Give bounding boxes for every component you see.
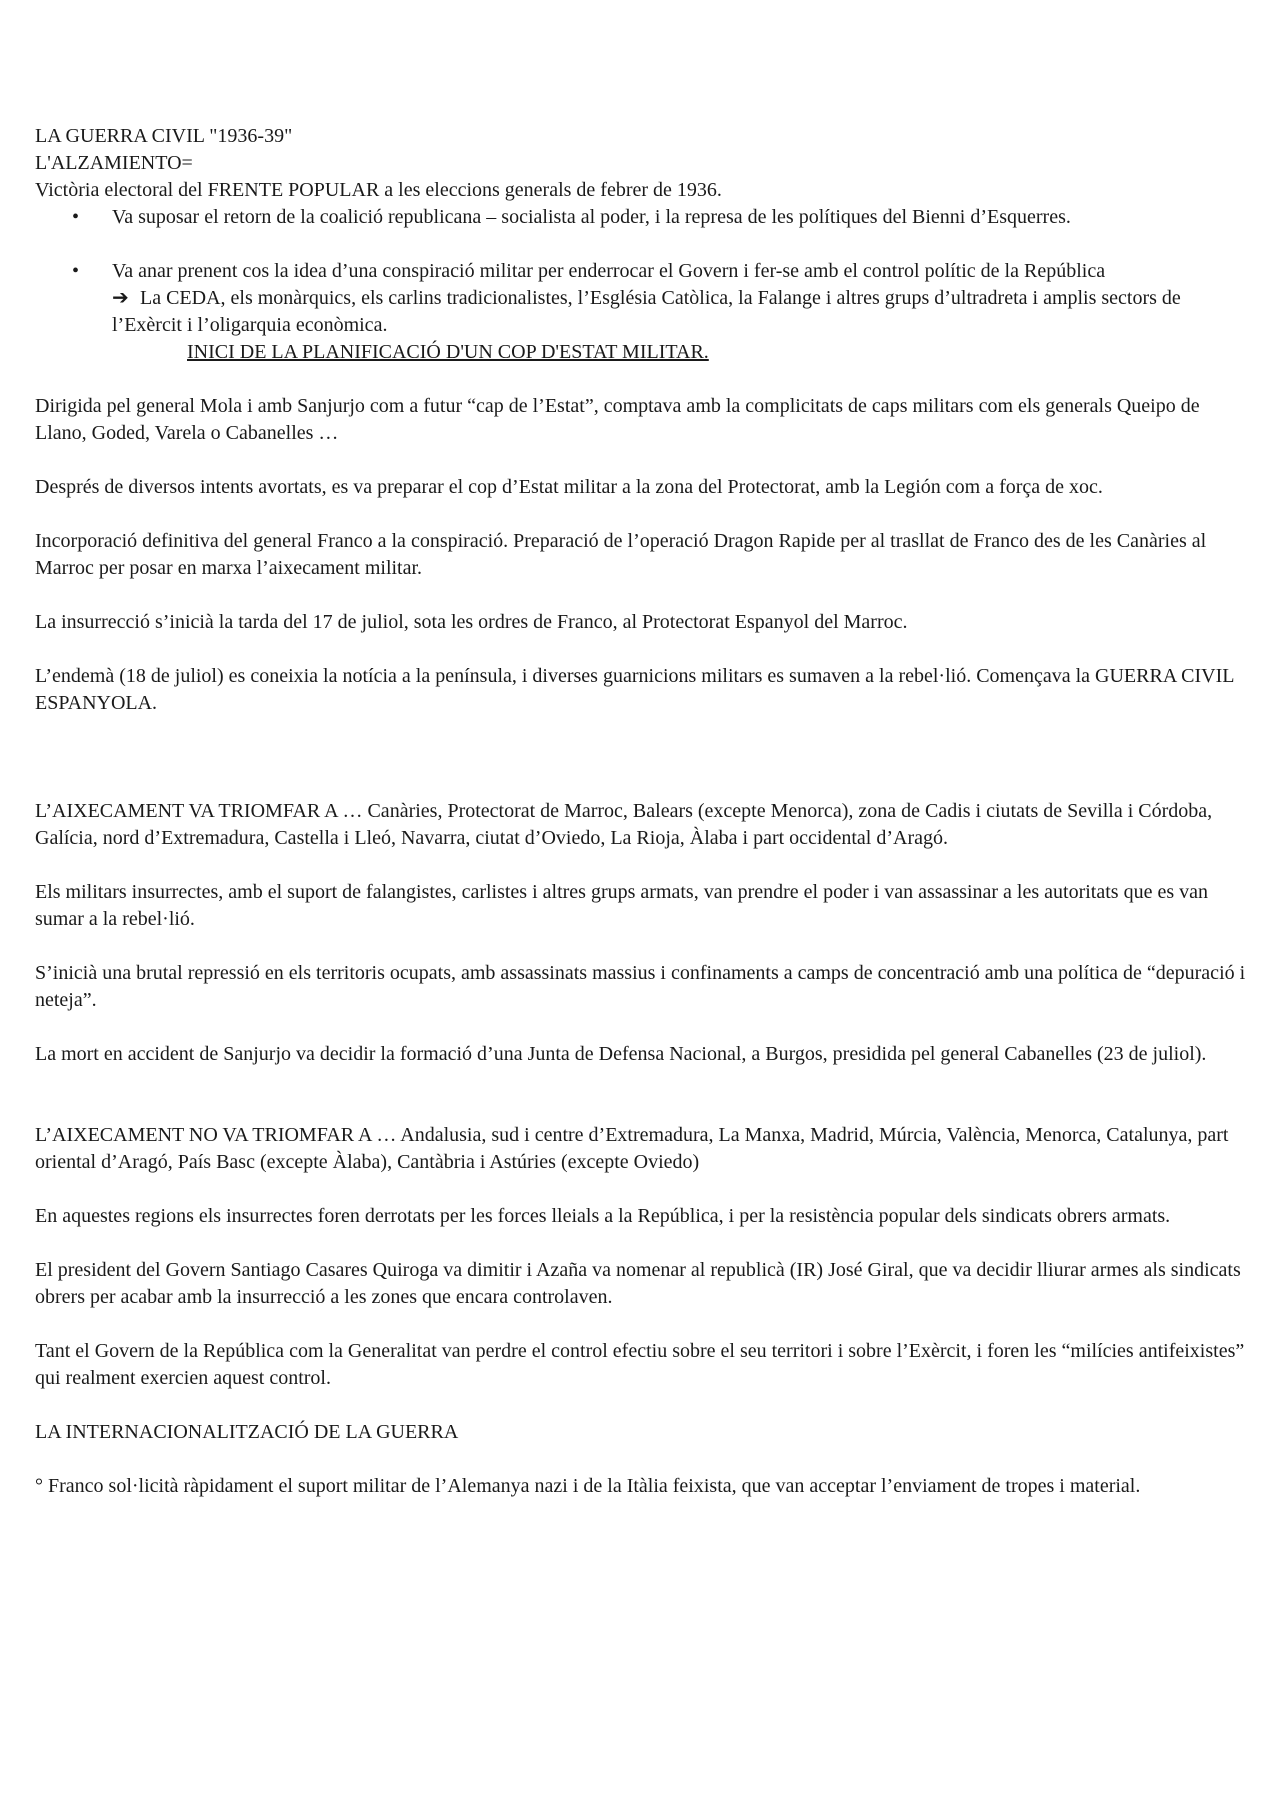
document-subtitle: L'ALZAMIENTO= xyxy=(35,152,193,174)
paragraph: Dirigida pel general Mola i amb Sanjurjo com a futur “cap de l’Estat”, comptava amb la complicitats de caps militars com els generals Queipo de Llano, Goded, Varela o Cabanelles … xyxy=(35,395,1200,444)
paragraph: S’inicià una brutal repressió en els territoris ocupats, amb assassinats massius i confinaments a camps de concentració amb una política de “depuració i neteja”. xyxy=(35,962,1246,1011)
bullet-icon: • xyxy=(72,206,80,228)
paragraph: ° Franco sol·licità ràpidament el suport militar de l’Alemanya nazi i de la Itàlia feixista, que van acceptar l’enviament de tropes i material. xyxy=(35,1475,1141,1497)
paragraph: L’endemà (18 de juliol) es coneixia la notícia a la península, i diverses guarnicions militars es sumaven a la rebel·lió. Començava la GUERRA CIVIL ESPANYOLA. xyxy=(35,665,1234,714)
paragraph: Tant el Govern de la República com la Generalitat van perdre el control efectiu sobre el seu territori i sobre l’Exèrcit, i foren les “milícies antifeixistes” qui realment exercien aquest control. xyxy=(35,1340,1245,1389)
bullet-text: Va anar prenent cos la idea d’una conspiració militar per enderrocar el Govern i fer-se amb el control polític de la República xyxy=(112,260,1106,282)
paragraph: La mort en accident de Sanjurjo va decidir la formació d’una Junta de Defensa Nacional, a Burgos, presidida pel general Cabanelles (23 de juliol). xyxy=(35,1043,1207,1065)
document-title: LA GUERRA CIVIL "1936-39" xyxy=(35,125,293,147)
intro-paragraph: Victòria electoral del FRENTE POPULAR a les eleccions generals de febrer de 1936. xyxy=(35,179,722,201)
bullet-icon: • xyxy=(72,260,80,282)
paragraph: La insurrecció s’inicià la tarda del 17 de juliol, sota les ordres de Franco, al Protectorat Espanyol del Marroc. xyxy=(35,611,908,633)
paragraph: El president del Govern Santiago Casares Quiroga va dimitir i Azaña va nomenar al republicà (IR) José Giral, que va decidir lliurar armes als sindicats obrers per acabar amb la insurrecció a les zones que encara controlaven. xyxy=(35,1259,1241,1308)
bullet-text: Va suposar el retorn de la coalició republicana – socialista al poder, i la represa de les polítiques del Bienni d’Esquerres. xyxy=(112,206,1071,228)
bullet-item xyxy=(35,204,1255,231)
document-page xyxy=(35,123,1255,1500)
paragraph: Els militars insurrectes, amb el suport de falangistes, carlistes i altres grups armats, van prendre el poder i van assassinar a les autoritats que es van sumar a la rebel·lió. xyxy=(35,881,1208,930)
paragraph-triumph-heading: L’AIXECAMENT VA TRIOMFAR A … Canàries, Protectorat de Marroc, Balears (excepte Menorca), zona de Cadis i ciutats de Sevilla i Córdoba, Galícia, nord d’Extremadura, Castella i Lleó, Navarra, ciutat d’Oviedo, La Rioja, Àlaba i part occidental d’Aragó. xyxy=(35,800,1213,849)
bullet-item xyxy=(35,258,1255,366)
arrow-text: La CEDA, els monàrquics, els carlins tradicionalistes, l’Església Catòlica, la Falange i altres grups d’ultradreta i amplis sectors de l’Exèrcit i l’oligarquia econòmica. xyxy=(112,287,1181,336)
arrow-item xyxy=(112,285,1255,339)
underlined-heading: INICI DE LA PLANIFICACIÓ D'UN COP D'ESTAT MILITAR. xyxy=(187,341,709,363)
paragraph-no-triumph-heading: L’AIXECAMENT NO VA TRIOMFAR A … Andalusia, sud i centre d’Extremadura, La Manxa, Madrid, Múrcia, València, Menorca, Catalunya, part oriental d’Aragó, País Basc (excepte Àlaba), Cantàbria i Astúries (excepte Oviedo) xyxy=(35,1124,1229,1173)
paragraph: En aquestes regions els insurrectes foren derrotats per les forces lleials a la República, i per la resistència popular dels sindicats obrers armats. xyxy=(35,1205,1171,1227)
paragraph: Incorporació definitiva del general Franco a la conspiració. Preparació de l’operació Dragon Rapide per al trasllat de Franco des de les Canàries al Marroc per posar en marxa l’aixecament militar. xyxy=(35,530,1207,579)
section-heading: LA INTERNACIONALITZACIÓ DE LA GUERRA xyxy=(35,1421,459,1443)
arrow-right-icon: ➔ xyxy=(112,287,129,309)
paragraph: Després de diversos intents avortats, es va preparar el cop d’Estat militar a la zona del Protectorat, amb la Legión com a força de xoc. xyxy=(35,476,1103,498)
bullet-list xyxy=(35,204,1255,366)
